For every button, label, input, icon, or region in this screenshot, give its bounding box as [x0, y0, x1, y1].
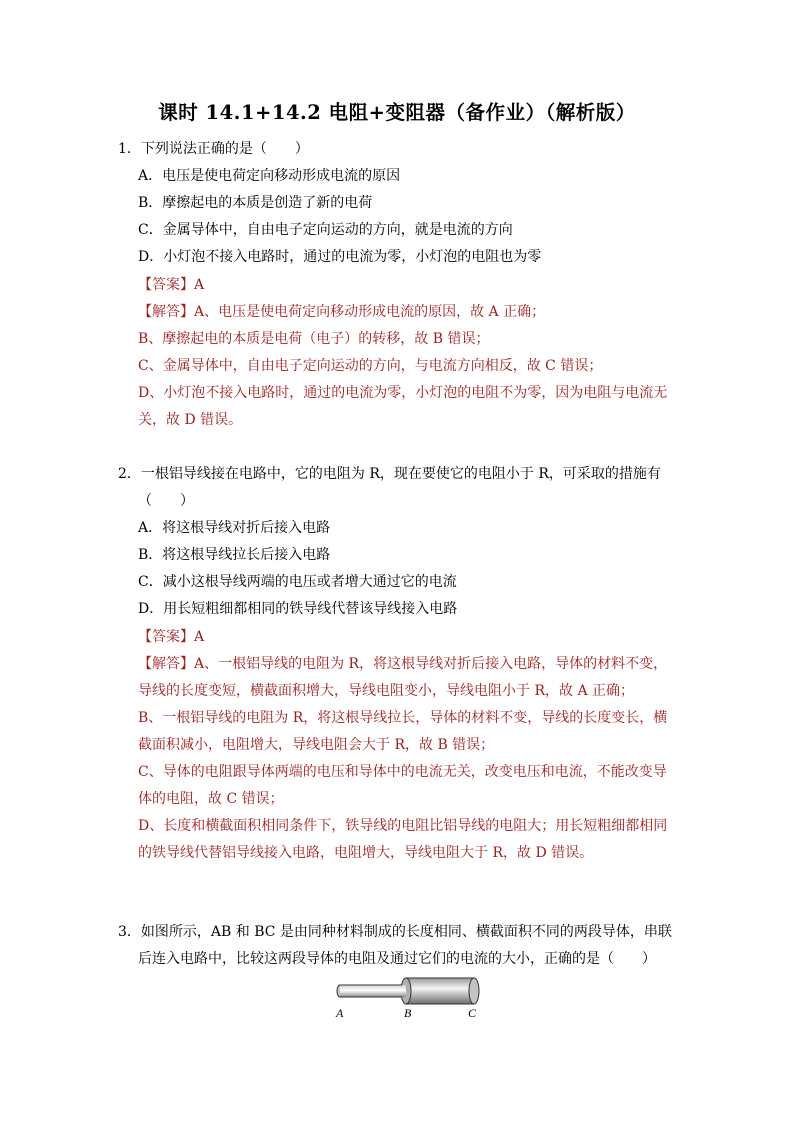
q2-analysis-line4: 截面积减小，电阻增大，导线电阻会大于 R，故 B 错误；	[138, 737, 495, 753]
q1-analysis-a	[138, 301, 545, 321]
label-c: C	[468, 1006, 477, 1020]
q2-option-c: C．减小这根导线两端的电压或者增大通过它的电流	[138, 574, 457, 590]
q2-analysis-line3: B、一根铝导线的电阻为 R，将这根导线拉长，导体的材料不变，导线的长度变长，横	[138, 710, 668, 726]
label-a: A	[336, 1006, 344, 1020]
segment-bc	[406, 978, 474, 1004]
answer-tag: 【答案】	[138, 277, 194, 293]
q1-option-a: A．电压是使电荷定向移动形成电流的原因	[138, 168, 401, 184]
q2-option-a: A．将这根导线对折后接入电路	[138, 520, 331, 536]
q2-stem-line2: （ ）	[138, 493, 194, 509]
q2-analysis-line8: 的铁导线代替铝导线接入电路，电阻增大，导线电阻大于 R，故 D 错误。	[138, 845, 594, 861]
conductor-figure	[330, 975, 490, 1025]
q2-stem-line1: 2．一根铝导线接在电路中，它的电阻为 R，现在要使它的电阻小于 R，可采取的措施有	[118, 466, 661, 482]
q1-analysis-c: C、金属导体中，自由电子定向运动的方向，与电流方向相反，故 C 错误；	[138, 358, 603, 374]
q1-analysis-d-cont: 关，故 D 错误。	[138, 412, 243, 428]
q1-stem: 1．下列说法正确的是（ ）	[118, 141, 309, 157]
q2-option-d: D．用长短粗细都相同的铁导线代替该导线接入电路	[138, 601, 458, 617]
answer-tag: 【答案】	[138, 629, 194, 645]
page-title: 课时 14.1+14.2 电阻+变阻器（备作业）（解析版）	[158, 101, 636, 124]
answer-value: A	[194, 277, 205, 293]
q1-answer	[138, 274, 204, 294]
q2-analysis-line6: 体的电阻，故 C 错误；	[138, 791, 284, 807]
segment-bc-end	[469, 978, 479, 1004]
q3-stem-line1: 3．如图所示，AB 和 BC 是由同种材料制成的长度相同、横截面积不同的两段导体，串联	[118, 924, 672, 940]
q2-analysis-line1	[138, 653, 667, 673]
analysis-tag: 【解答】	[138, 304, 194, 320]
analysis-text: A、电压是使电荷定向移动形成电流的原因，故 A 正确；	[194, 304, 546, 320]
q1-option-b: B．摩擦起电的本质是创造了新的电荷	[138, 195, 373, 211]
q1-analysis-d: D、小灯泡不接入电路时，通过的电流为零，小灯泡的电阻不为零，因为电阻与电流无	[138, 385, 668, 401]
analysis-tag: 【解答】	[138, 656, 194, 672]
q2-analysis-line2: 导线的长度变短，横截面积增大，导线电阻变小，导线电阻小于 R，故 A 正确；	[138, 683, 634, 699]
q2-answer	[138, 626, 204, 646]
q2-analysis-line7: D、长度和横截面积相同条件下，铁导线的电阻比铝导线的电阻大；用长短粗细都相同	[138, 818, 668, 834]
q1-analysis-b: B、摩擦起电的本质是电荷（电子）的转移，故 B 错误；	[138, 331, 490, 347]
analysis-text: A、一根铝导线的电阻为 R，将这根导线对折后接入电路，导体的材料不变，	[194, 656, 668, 672]
answer-value: A	[194, 629, 205, 645]
q2-analysis-line5: C、导体的电阻跟导体两端的电压和导体中的电流无关，改变电压和电流，不能改变导	[138, 764, 667, 780]
q1-option-c: C．金属导体中，自由电子定向运动的方向，就是电流的方向	[138, 222, 513, 238]
label-b: B	[404, 1006, 412, 1020]
q2-option-b: B．将这根导线拉长后接入电路	[138, 547, 331, 563]
q1-option-d: D．小灯泡不接入电路时，通过的电流为零，小灯泡的电阻也为零	[138, 249, 542, 265]
q3-stem-line2: 后连入电路中，比较这两段导体的电阻及通过它们的电流的大小，正确的是（ ）	[138, 951, 656, 967]
